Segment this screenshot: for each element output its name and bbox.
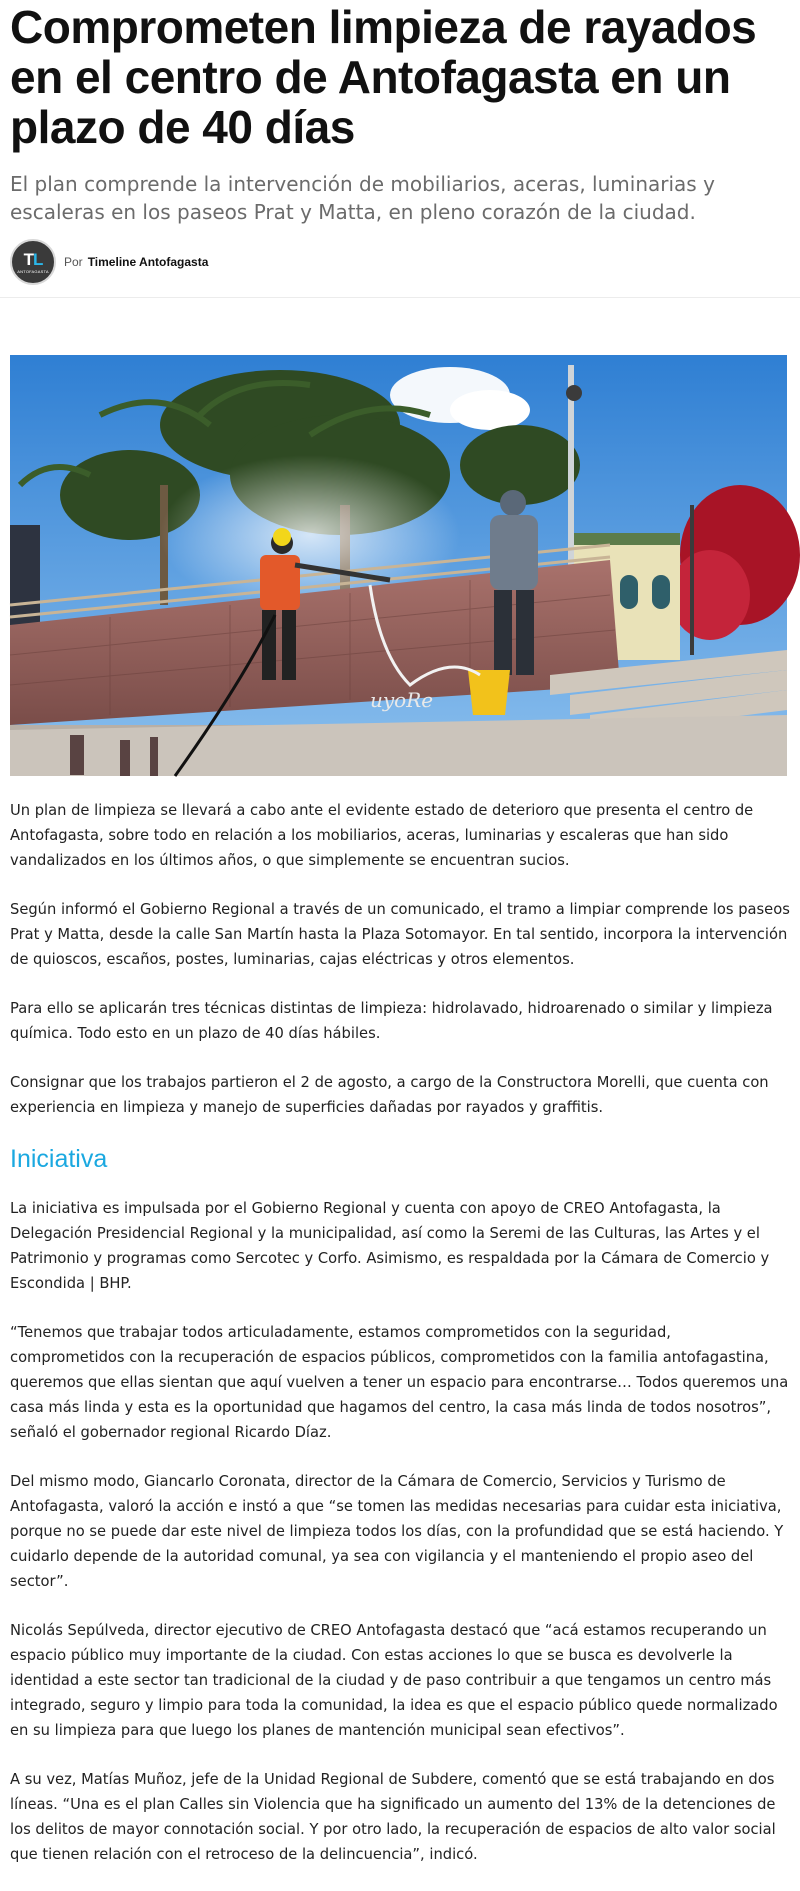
article-paragraph: Un plan de limpieza se llevará a cabo ante el evidente estado de deterioro que presenta el centro de Antofagasta, sobre todo en relación a los mobiliarios, aceras, luminarias y escaleras que han sido vandalizados en los últimos años, o que simplemente se encuentran sucios. — [10, 802, 754, 869]
article-paragraph: Nicolás Sepúlveda, director ejecutivo de CREO Antofagasta destacó que “acá estamos recuperando un espacio público muy importante de la ciudad. Con estas acciones lo que se busca es devolverle la identidad a este sector tan tradicional de la ciudad y de paso contribuir a que tengamos un centro más integrado, seguro y limpio para toda la comunidad, la idea es que el espacio público quede normalizado en su limpieza para que luego los planes de mantención municipal sean efectivos”. — [10, 1622, 778, 1739]
article-subtitle: El plan comprende la intervención de mobiliarios, aceras, luminarias y escaleras en los paseos Prat y Matta, en pleno corazón de la ciudad. — [10, 172, 715, 224]
article-paragraph: Según informó el Gobierno Regional a través de un comunicado, el tramo a limpiar comprende los paseos Prat y Matta, desde la calle San Martín hasta la Plaza Sotomayor. En tal sentido, incorpora la intervención de quioscos, escaños, postes, luminarias, cajas eléctricas y otros elementos. — [10, 901, 790, 968]
hero-photo-illustration — [10, 355, 787, 776]
byline-prefix: Por — [64, 255, 83, 269]
hero-image — [10, 355, 787, 776]
article-paragraph: A su vez, Matías Muñoz, jefe de la Unidad Regional de Subdere, comentó que se está trabajando en dos líneas. “Una es el plan Calles sin Violencia que ha significado un aumento del 13% de la detenciones de los delitos de mayor connotación social. Y por otro lado, la recuperación de espacios de alto valor social que tienen relación con el retroceso de la delincuencia”, indicó. — [10, 1771, 776, 1863]
article-paragraph: La iniciativa es impulsada por el Gobierno Regional y cuenta con apoyo de CREO Antofagasta, la Delegación Presidencial Regional y la municipalidad, así como la Seremi de las Culturas, las Artes y el Patrimonio y programas como Sercotec y Corfo. Asimismo, es respaldada por la Cámara de Comercio y Escondida | BHP. — [10, 1200, 770, 1292]
article-paragraph: Consignar que los trabajos partieron el 2 de agosto, a cargo de la Constructora Morelli, que cuenta con experiencia en limpieza y manejo de superficies dañadas por rayados y graffitis. — [10, 1074, 769, 1116]
avatar-caption: ANTOFAGASTA — [17, 268, 49, 274]
article-title: Comprometen limpieza de rayados en el centro de Antofagasta en un plazo de 40 días — [10, 1, 757, 153]
header-divider — [0, 297, 800, 298]
article-paragraph: “Tenemos que trabajar todos articuladamente, estamos comprometidos con la seguridad, comprometidos con la recuperación de espacios públicos, comprometidos con la familia antofagastina, queremos que ellas sientan que aquí vuelven a tener un espacio para encontrarse… Todos queremos una casa más linda y esta es la oportunidad que hagamos del centro, la casa más linda de todos nosotros”, señaló el gobernador regional Ricardo Díaz. — [10, 1324, 789, 1441]
byline — [10, 238, 790, 286]
graffiti-text: uyoRe — [370, 688, 434, 712]
article-paragraph: Para ello se aplicarán tres técnicas distintas de limpieza: hidrolavado, hidroarenado o similar y limpieza química. Todo esto en un plazo de 40 días hábiles. — [10, 1000, 773, 1042]
author-name-link[interactable]: Timeline Antofagasta — [87, 255, 209, 269]
article-body — [10, 798, 790, 1891]
author-avatar[interactable] — [10, 239, 56, 285]
avatar-monogram: TL — [23, 249, 43, 269]
section-heading: Iniciativa — [10, 1145, 108, 1173]
article-paragraph: Del mismo modo, Giancarlo Coronata, director de la Cámara de Comercio, Servicios y Turismo de Antofagasta, valoró la acción e instó a que “se tomen las medidas necesarias para cuidar esta iniciativa, porque no se puede dar este nivel de limpieza todos los días, con la profundidad que se está haciendo. Y cuidarlo depende de la autoridad comunal, ya sea con vigilancia y el manteniendo el propio aseo del sector”. — [10, 1473, 784, 1590]
